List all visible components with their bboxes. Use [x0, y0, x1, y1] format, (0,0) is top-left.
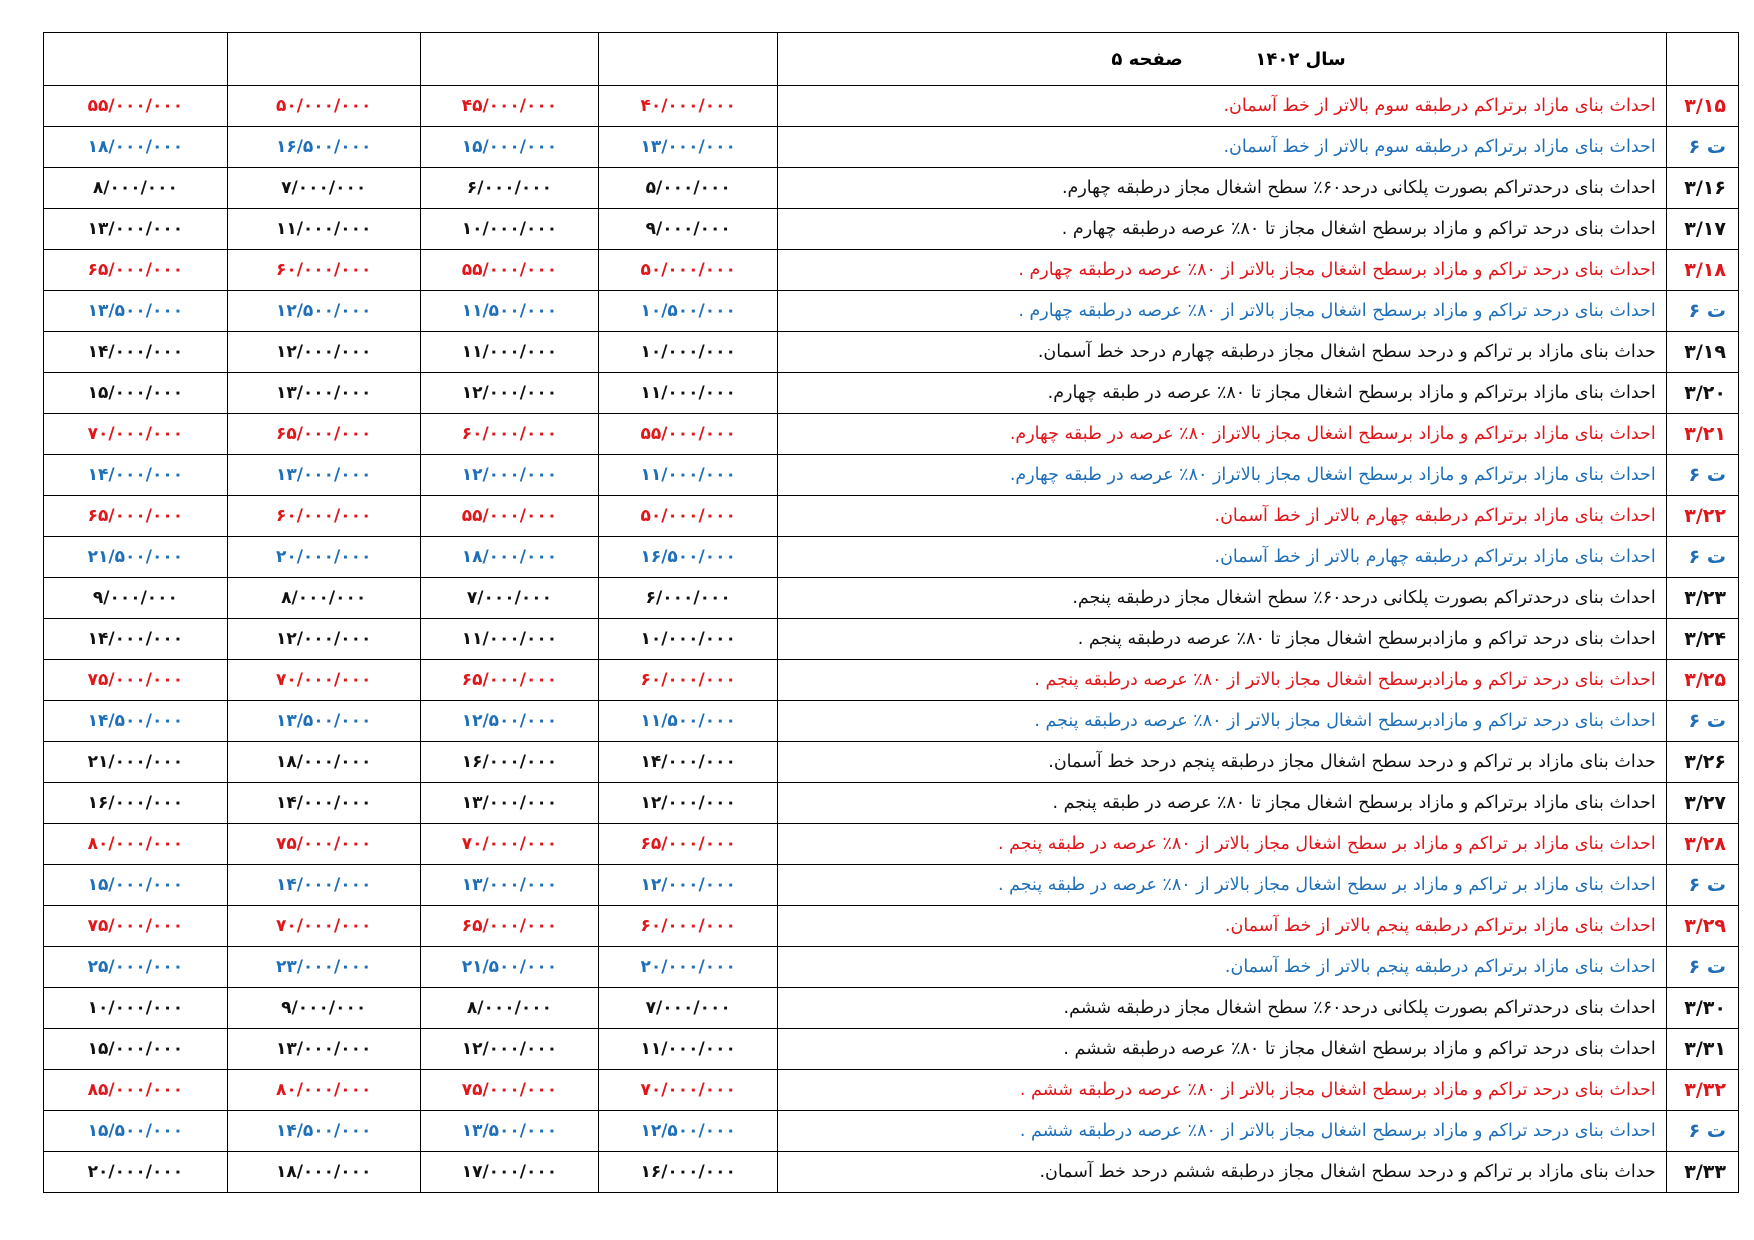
price-2: ۴۵/۰۰۰/۰۰۰ [420, 86, 599, 127]
price-3: ۱۳/۰۰۰/۰۰۰ [227, 373, 420, 414]
price-2: ۱۱/۰۰۰/۰۰۰ [420, 619, 599, 660]
price-3: ۹/۰۰۰/۰۰۰ [227, 988, 420, 1029]
price-1: ۱۰/۵۰۰/۰۰۰ [599, 291, 778, 332]
price-3: ۶۵/۰۰۰/۰۰۰ [227, 414, 420, 455]
price-1: ۷۰/۰۰۰/۰۰۰ [599, 1070, 778, 1111]
row-description: حداث بنای مازاد بر تراکم و درحد سطح اشغال مجاز درطبقه ششم درحد خط آسمان. [778, 1152, 1667, 1193]
price-4: ۱۵/۰۰۰/۰۰۰ [44, 373, 228, 414]
price-2: ۱۲/۵۰۰/۰۰۰ [420, 701, 599, 742]
row-number: ۳/۲۵ [1666, 660, 1738, 701]
row-description: احداث بنای درحد تراکم و مازاد برسطح اشغال مجاز تا ۸۰٪ عرصه درطبقه چهارم . [778, 209, 1667, 250]
table-row [44, 86, 1739, 127]
table-row [44, 1029, 1739, 1070]
table-row [44, 455, 1739, 496]
price-2: ۶/۰۰۰/۰۰۰ [420, 168, 599, 209]
row-description: احداث بنای درحد تراکم و مازاد برسطح اشغال مجاز بالاتر از ۸۰٪ عرصه درطبقه ششم . [778, 1070, 1667, 1111]
price-4: ۱۴/۰۰۰/۰۰۰ [44, 455, 228, 496]
price-1: ۱۶/۰۰۰/۰۰۰ [599, 1152, 778, 1193]
row-description: احداث بنای مازاد برتراکم و مازاد برسطح اشغال مجاز تا ۸۰٪ عرصه در طبقه پنجم . [778, 783, 1667, 824]
price-1: ۲۰/۰۰۰/۰۰۰ [599, 947, 778, 988]
price-4: ۱۵/۵۰۰/۰۰۰ [44, 1111, 228, 1152]
price-1: ۵۰/۰۰۰/۰۰۰ [599, 496, 778, 537]
price-4: ۲۱/۵۰۰/۰۰۰ [44, 537, 228, 578]
price-1: ۵۰/۰۰۰/۰۰۰ [599, 250, 778, 291]
table-row [44, 988, 1739, 1029]
row-description: احداث بنای درحدتراکم بصورت پلکانی درحد۶۰٪ سطح اشغال مجاز درطبقه پنجم. [778, 578, 1667, 619]
price-3: ۵۰/۰۰۰/۰۰۰ [227, 86, 420, 127]
row-number: ت ۶ [1666, 865, 1738, 906]
price-3: ۱۲/۵۰۰/۰۰۰ [227, 291, 420, 332]
table-row [44, 414, 1739, 455]
header-price-cell-4 [44, 33, 228, 86]
row-description: احداث بنای درحد تراکم و مازادبرسطح اشغال مجاز بالاتر از ۸۰٪ عرصه درطبقه پنجم . [778, 701, 1667, 742]
price-3: ۱۲/۰۰۰/۰۰۰ [227, 332, 420, 373]
table-row [44, 291, 1739, 332]
price-1: ۹/۰۰۰/۰۰۰ [599, 209, 778, 250]
table-row [44, 209, 1739, 250]
row-number: ۳/۱۷ [1666, 209, 1738, 250]
row-number: ۳/۳۳ [1666, 1152, 1738, 1193]
row-number: ۳/۳۲ [1666, 1070, 1738, 1111]
price-3: ۱۴/۰۰۰/۰۰۰ [227, 865, 420, 906]
price-3: ۶۰/۰۰۰/۰۰۰ [227, 250, 420, 291]
price-1: ۱۲/۰۰۰/۰۰۰ [599, 783, 778, 824]
row-number: ۳/۲۶ [1666, 742, 1738, 783]
price-2: ۱۰/۰۰۰/۰۰۰ [420, 209, 599, 250]
row-description: احداث بنای مازاد برتراکم درطبقه سوم بالاتر از خط آسمان. [778, 127, 1667, 168]
price-4: ۹/۰۰۰/۰۰۰ [44, 578, 228, 619]
price-3: ۱۸/۰۰۰/۰۰۰ [227, 1152, 420, 1193]
price-4: ۶۵/۰۰۰/۰۰۰ [44, 250, 228, 291]
price-3: ۶۰/۰۰۰/۰۰۰ [227, 496, 420, 537]
table-row [44, 578, 1739, 619]
header-price-cell-3 [227, 33, 420, 86]
row-description: احداث بنای مازاد برتراکم و مازاد برسطح اشغال مجاز تا ۸۰٪ عرصه در طبقه چهارم. [778, 373, 1667, 414]
price-1: ۱۱/۰۰۰/۰۰۰ [599, 373, 778, 414]
price-4: ۵۵/۰۰۰/۰۰۰ [44, 86, 228, 127]
price-4: ۲۵/۰۰۰/۰۰۰ [44, 947, 228, 988]
price-2: ۱۵/۰۰۰/۰۰۰ [420, 127, 599, 168]
price-3: ۲۳/۰۰۰/۰۰۰ [227, 947, 420, 988]
price-1: ۶۰/۰۰۰/۰۰۰ [599, 660, 778, 701]
row-number: ۳/۲۸ [1666, 824, 1738, 865]
row-number: ۳/۱۵ [1666, 86, 1738, 127]
price-4: ۱۳/۵۰۰/۰۰۰ [44, 291, 228, 332]
price-2: ۱۳/۵۰۰/۰۰۰ [420, 1111, 599, 1152]
price-1: ۱۲/۰۰۰/۰۰۰ [599, 865, 778, 906]
price-3: ۷/۰۰۰/۰۰۰ [227, 168, 420, 209]
price-3: ۱۶/۵۰۰/۰۰۰ [227, 127, 420, 168]
table-row [44, 1111, 1739, 1152]
row-description: احداث بنای مازاد برتراکم درطبقه چهارم بالاتر از خط آسمان. [778, 496, 1667, 537]
row-number: ۳/۳۱ [1666, 1029, 1738, 1070]
row-number: ۳/۱۶ [1666, 168, 1738, 209]
price-3: ۷۰/۰۰۰/۰۰۰ [227, 906, 420, 947]
price-1: ۵/۰۰۰/۰۰۰ [599, 168, 778, 209]
price-2: ۲۱/۵۰۰/۰۰۰ [420, 947, 599, 988]
price-2: ۶۰/۰۰۰/۰۰۰ [420, 414, 599, 455]
page-label: صفحه ۵ [1111, 48, 1183, 70]
price-2: ۱۱/۵۰۰/۰۰۰ [420, 291, 599, 332]
price-2: ۱۲/۰۰۰/۰۰۰ [420, 1029, 599, 1070]
row-number: ت ۶ [1666, 947, 1738, 988]
price-1: ۱۶/۵۰۰/۰۰۰ [599, 537, 778, 578]
price-1: ۱۱/۰۰۰/۰۰۰ [599, 455, 778, 496]
price-3: ۲۰/۰۰۰/۰۰۰ [227, 537, 420, 578]
price-1: ۱۱/۰۰۰/۰۰۰ [599, 1029, 778, 1070]
price-4: ۱۸/۰۰۰/۰۰۰ [44, 127, 228, 168]
table-row [44, 1152, 1739, 1193]
price-2: ۶۵/۰۰۰/۰۰۰ [420, 906, 599, 947]
row-description: حداث بنای مازاد بر تراکم و درحد سطح اشغال مجاز درطبقه چهارم درحد خط آسمان. [778, 332, 1667, 373]
price-2: ۶۵/۰۰۰/۰۰۰ [420, 660, 599, 701]
table-row [44, 373, 1739, 414]
price-4: ۷۵/۰۰۰/۰۰۰ [44, 660, 228, 701]
price-4: ۸/۰۰۰/۰۰۰ [44, 168, 228, 209]
year-label: سال ۱۴۰۲ [1255, 48, 1346, 70]
table-row [44, 537, 1739, 578]
price-1: ۶۰/۰۰۰/۰۰۰ [599, 906, 778, 947]
row-description: احداث بنای مازاد بر تراکم و مازاد بر سطح اشغال مجاز بالاتر از ۸۰٪ عرصه در طبقه پنجم . [778, 824, 1667, 865]
header-price-cell-2 [420, 33, 599, 86]
row-number: ت ۶ [1666, 701, 1738, 742]
row-description: احداث بنای مازاد برتراکم درطبقه پنجم بالاتر از خط آسمان. [778, 906, 1667, 947]
row-description: احداث بنای مازاد بر تراکم و مازاد بر سطح اشغال مجاز بالاتر از ۸۰٪ عرصه در طبقه پنجم . [778, 865, 1667, 906]
row-description: احداث بنای درحد تراکم و مازاد برسطح اشغال مجاز بالاتر از ۸۰٪ عرصه درطبقه چهارم . [778, 250, 1667, 291]
price-2: ۱۱/۰۰۰/۰۰۰ [420, 332, 599, 373]
table-row [44, 250, 1739, 291]
price-2: ۱۳/۰۰۰/۰۰۰ [420, 865, 599, 906]
row-number: ۳/۲۲ [1666, 496, 1738, 537]
price-3: ۱۸/۰۰۰/۰۰۰ [227, 742, 420, 783]
row-number: ۳/۲۹ [1666, 906, 1738, 947]
price-1: ۱۴/۰۰۰/۰۰۰ [599, 742, 778, 783]
price-1: ۶۵/۰۰۰/۰۰۰ [599, 824, 778, 865]
price-2: ۱۷/۰۰۰/۰۰۰ [420, 1152, 599, 1193]
price-4: ۱۴/۰۰۰/۰۰۰ [44, 619, 228, 660]
price-3: ۱۴/۰۰۰/۰۰۰ [227, 783, 420, 824]
tariff-table-body [44, 33, 1739, 1193]
row-number: ۳/۲۰ [1666, 373, 1738, 414]
table-row [44, 496, 1739, 537]
price-1: ۱۲/۵۰۰/۰۰۰ [599, 1111, 778, 1152]
table-row [44, 332, 1739, 373]
price-2: ۵۵/۰۰۰/۰۰۰ [420, 250, 599, 291]
price-2: ۷۰/۰۰۰/۰۰۰ [420, 824, 599, 865]
price-3: ۱۱/۰۰۰/۰۰۰ [227, 209, 420, 250]
price-4: ۶۵/۰۰۰/۰۰۰ [44, 496, 228, 537]
row-number: ۳/۲۴ [1666, 619, 1738, 660]
price-1: ۱۰/۰۰۰/۰۰۰ [599, 332, 778, 373]
price-4: ۸۰/۰۰۰/۰۰۰ [44, 824, 228, 865]
price-1: ۱۰/۰۰۰/۰۰۰ [599, 619, 778, 660]
row-description: احداث بنای مازاد برتراکم درطبقه پنجم بالاتر از خط آسمان. [778, 947, 1667, 988]
price-4: ۱۴/۵۰۰/۰۰۰ [44, 701, 228, 742]
row-number: ۳/۳۰ [1666, 988, 1738, 1029]
row-number: ۳/۱۹ [1666, 332, 1738, 373]
price-2: ۱۲/۰۰۰/۰۰۰ [420, 373, 599, 414]
price-3: ۱۳/۰۰۰/۰۰۰ [227, 1029, 420, 1070]
price-1: ۴۰/۰۰۰/۰۰۰ [599, 86, 778, 127]
price-2: ۱۳/۰۰۰/۰۰۰ [420, 783, 599, 824]
price-4: ۱۳/۰۰۰/۰۰۰ [44, 209, 228, 250]
row-number: ت ۶ [1666, 127, 1738, 168]
header-price-cell-1 [599, 33, 778, 86]
row-description: حداث بنای مازاد بر تراکم و درحد سطح اشغال مجاز درطبقه پنجم درحد خط آسمان. [778, 742, 1667, 783]
row-description: احداث بنای درحدتراکم بصورت پلکانی درحد۶۰٪ سطح اشغال مجاز درطبقه ششم. [778, 988, 1667, 1029]
price-1: ۶/۰۰۰/۰۰۰ [599, 578, 778, 619]
row-description: احداث بنای درحد تراکم و مازاد برسطح اشغال مجاز بالاتر از ۸۰٪ عرصه درطبقه ششم . [778, 1111, 1667, 1152]
table-row [44, 619, 1739, 660]
header-row [44, 33, 1739, 86]
table-row [44, 783, 1739, 824]
row-description: احداث بنای درحد تراکم و مازاد برسطح اشغال مجاز بالاتر از ۸۰٪ عرصه درطبقه چهارم . [778, 291, 1667, 332]
price-4: ۸۵/۰۰۰/۰۰۰ [44, 1070, 228, 1111]
row-description: احداث بنای درحد تراکم و مازاد برسطح اشغال مجاز تا ۸۰٪ عرصه درطبقه ششم . [778, 1029, 1667, 1070]
price-1: ۵۵/۰۰۰/۰۰۰ [599, 414, 778, 455]
table-row [44, 1070, 1739, 1111]
table-row [44, 947, 1739, 988]
table-row [44, 865, 1739, 906]
row-description: احداث بنای درحد تراکم و مازادبرسطح اشغال مجاز بالاتر از ۸۰٪ عرصه درطبقه پنجم . [778, 660, 1667, 701]
price-2: ۵۵/۰۰۰/۰۰۰ [420, 496, 599, 537]
row-number: ۳/۲۷ [1666, 783, 1738, 824]
row-description: احداث بنای درحد تراکم و مازادبرسطح اشغال مجاز تا ۸۰٪ عرصه درطبقه پنجم . [778, 619, 1667, 660]
row-number: ۳/۲۱ [1666, 414, 1738, 455]
price-4: ۱۴/۰۰۰/۰۰۰ [44, 332, 228, 373]
price-3: ۱۳/۰۰۰/۰۰۰ [227, 455, 420, 496]
row-number: ت ۶ [1666, 1111, 1738, 1152]
price-4: ۱۵/۰۰۰/۰۰۰ [44, 865, 228, 906]
row-description: احداث بنای مازاد برتراکم درطبقه سوم بالاتر از خط آسمان. [778, 86, 1667, 127]
price-3: ۱۳/۵۰۰/۰۰۰ [227, 701, 420, 742]
row-number: ت ۶ [1666, 455, 1738, 496]
price-3: ۷۰/۰۰۰/۰۰۰ [227, 660, 420, 701]
row-description: احداث بنای مازاد برتراکم درطبقه چهارم بالاتر از خط آسمان. [778, 537, 1667, 578]
price-3: ۷۵/۰۰۰/۰۰۰ [227, 824, 420, 865]
row-description: احداث بنای مازاد برتراکم و مازاد برسطح اشغال مجاز بالاتراز ۸۰٪ عرصه در طبقه چهارم. [778, 455, 1667, 496]
price-3: ۱۲/۰۰۰/۰۰۰ [227, 619, 420, 660]
price-4: ۲۱/۰۰۰/۰۰۰ [44, 742, 228, 783]
price-4: ۷۵/۰۰۰/۰۰۰ [44, 906, 228, 947]
table-row [44, 742, 1739, 783]
price-4: ۱۶/۰۰۰/۰۰۰ [44, 783, 228, 824]
price-2: ۱۶/۰۰۰/۰۰۰ [420, 742, 599, 783]
table-row [44, 660, 1739, 701]
price-2: ۷/۰۰۰/۰۰۰ [420, 578, 599, 619]
table-row [44, 906, 1739, 947]
price-3: ۸/۰۰۰/۰۰۰ [227, 578, 420, 619]
tariff-table [43, 32, 1739, 1193]
row-number: ت ۶ [1666, 537, 1738, 578]
table-row [44, 127, 1739, 168]
price-4: ۱۵/۰۰۰/۰۰۰ [44, 1029, 228, 1070]
table-row [44, 824, 1739, 865]
price-1: ۱۱/۵۰۰/۰۰۰ [599, 701, 778, 742]
price-2: ۸/۰۰۰/۰۰۰ [420, 988, 599, 1029]
header-num-cell [1666, 33, 1738, 86]
price-1: ۷/۰۰۰/۰۰۰ [599, 988, 778, 1029]
price-4: ۷۰/۰۰۰/۰۰۰ [44, 414, 228, 455]
price-1: ۱۳/۰۰۰/۰۰۰ [599, 127, 778, 168]
table-row [44, 168, 1739, 209]
row-description: احداث بنای درحدتراکم بصورت پلکانی درحد۶۰٪ سطح اشغال مجاز درطبقه چهارم. [778, 168, 1667, 209]
row-number: ۳/۱۸ [1666, 250, 1738, 291]
price-4: ۱۰/۰۰۰/۰۰۰ [44, 988, 228, 1029]
price-3: ۱۴/۵۰۰/۰۰۰ [227, 1111, 420, 1152]
table-row [44, 701, 1739, 742]
price-4: ۲۰/۰۰۰/۰۰۰ [44, 1152, 228, 1193]
price-2: ۱۸/۰۰۰/۰۰۰ [420, 537, 599, 578]
row-number: ت ۶ [1666, 291, 1738, 332]
price-2: ۱۲/۰۰۰/۰۰۰ [420, 455, 599, 496]
row-number: ۳/۲۳ [1666, 578, 1738, 619]
header-title-cell [778, 33, 1667, 86]
row-description: احداث بنای مازاد برتراکم و مازاد برسطح اشغال مجاز بالاتراز ۸۰٪ عرصه در طبقه چهارم. [778, 414, 1667, 455]
price-2: ۷۵/۰۰۰/۰۰۰ [420, 1070, 599, 1111]
price-3: ۸۰/۰۰۰/۰۰۰ [227, 1070, 420, 1111]
